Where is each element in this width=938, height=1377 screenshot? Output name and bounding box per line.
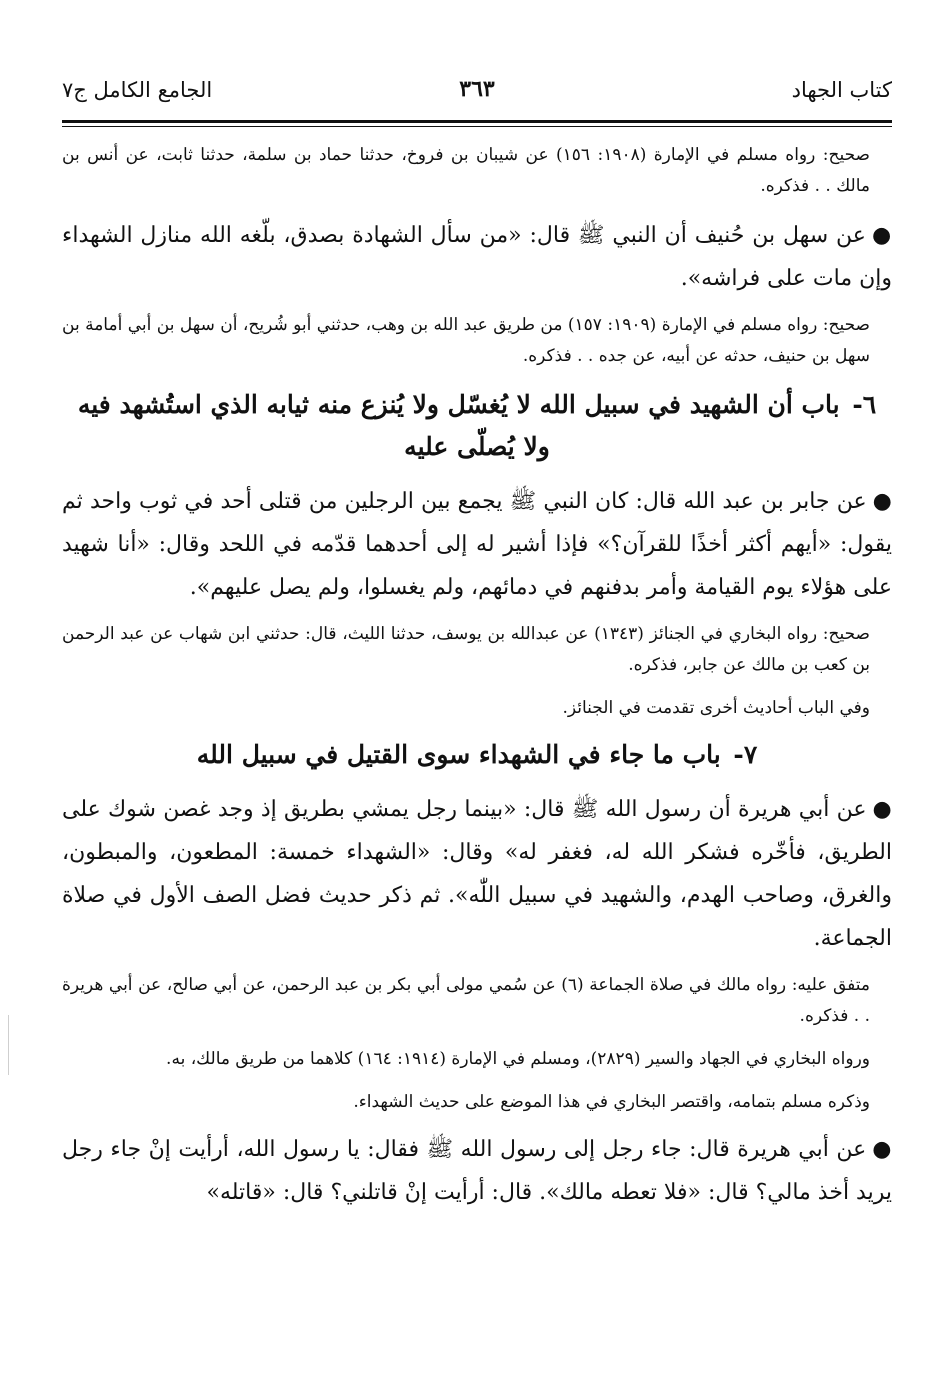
page-body [62, 140, 892, 1224]
takhrij-note: ورواه البخاري في الجهاد والسير (٢٨٢٩)، ومسلم في الإمارة (١٩١٤: ١٦٤) كلاهما من طريق مالك، به. [166, 1049, 870, 1069]
header-rule-thick [62, 120, 892, 123]
book-title: الجامع الكامل ج٧ [62, 78, 213, 102]
chapter-number: ٦- [852, 390, 877, 419]
takhrij-note: صحيح: رواه مسلم في الإمارة (١٩٠٨: ١٥٦) عن شيبان بن فروخ، حدثنا حماد بن سلمة، حدثنا ثابت، عن أنس بن مالك . . فذكره. [62, 145, 870, 196]
hadith-text: عن سهل بن حُنيف أن النبي ﷺ قال: «من سأل الشهادة بصدق، بلّغه الله منازل الشهداء وإن مات على فراشه». [62, 223, 892, 291]
page-number: ٣٦٣ [459, 76, 495, 102]
bullet-icon: ● [872, 1136, 893, 1162]
hadith-paragraph [62, 788, 892, 960]
hadith-paragraph [62, 214, 892, 300]
takhrij-note: صحيح: رواه مسلم في الإمارة (١٩٠٩: ١٥٧) من طريق عبد الله بن وهب، حدثني أبو شُريح، أن سهل بن أبي أمامة بن سهل بن حنيف، حدثه عن أبيه، عن جده . . فذكره. [62, 315, 870, 366]
chapter-number: ٧- [733, 740, 758, 769]
hadith-text: عن أبي هريرة أن رسول الله ﷺ قال: «بينما رجل يمشي بطريق إذ وجد غصن شوك على الطريق، فأخّره فشكر الله له، فغفر له» وقال: «الشهداء خمسة: المطعون، والمبطون، والغرق، وصاحب الهدم، والشهيد في سبيل اللّٰه». ثم ذكر حديث فضل الصف الأول في صلاة الجماعة. [62, 797, 892, 951]
hadith-paragraph [62, 480, 892, 609]
chapter-heading [62, 384, 892, 468]
chapter-title: باب أن الشهيد في سبيل الله لا يُغسّل ولا يُنزع منه ثيابه الذي استُشهد فيه ولا يُصلّى عليه [77, 390, 840, 461]
takhrij-note: متفق عليه: رواه مالك في صلاة الجماعة (٦) عن سُمي مولى أبي بكر بن عبد الرحمن، عن أبي صالح، عن أبي هريرة . . فذكره. [62, 975, 870, 1026]
bullet-icon: ● [871, 222, 892, 248]
scan-edge-mark [8, 1015, 9, 1075]
header-rule-thin [62, 126, 892, 127]
hadith-text: عن جابر بن عبد الله قال: كان النبي ﷺ يجمع بين الرجلين من قتلى أحد في ثوب واحد ثم يقول: «أيهم أكثر أخذًا للقرآن؟» فإذا أشير له إلى أحدهما قدّمه في اللحد وقال: «أنا شهيد على هؤلاء يوم القيامة وأمر بدفنهم في دمائهم، ولم يغسلوا، ولم يصل عليهم». [62, 489, 892, 600]
bullet-icon: ● [872, 488, 892, 514]
section-title: كتاب الجهاد [791, 78, 892, 102]
chapter-heading [62, 734, 892, 776]
hadith-text: عن أبي هريرة قال: جاء رجل إلى رسول الله ﷺ فقال: يا رسول الله، أرأيت إنْ جاء رجل يريد أخذ مالي؟ قال: «فلا تعطه مالك». قال: أرأيت إنْ قاتلني؟ قال: «قاتله» [62, 1137, 892, 1205]
takhrij-note: صحيح: رواه البخاري في الجنائز (١٣٤٣) عن عبدالله بن يوسف، حدثنا الليث، قال: حدثني ابن شهاب عن عبد الرحمن بن كعب بن مالك عن جابر، فذكره. [62, 624, 870, 675]
takhrij-remark: وذكره مسلم بتمامه، واقتصر البخاري في هذا الموضع على حديث الشهداء. [353, 1092, 870, 1112]
chapter-title: باب ما جاء في الشهداء سوى القتيل في سبيل الله [196, 740, 721, 769]
chapter-remark: وفي الباب أحاديث أخرى تقدمت في الجنائز. [562, 698, 870, 718]
bullet-icon: ● [872, 796, 892, 822]
running-header [62, 78, 892, 118]
hadith-paragraph [62, 1128, 892, 1214]
